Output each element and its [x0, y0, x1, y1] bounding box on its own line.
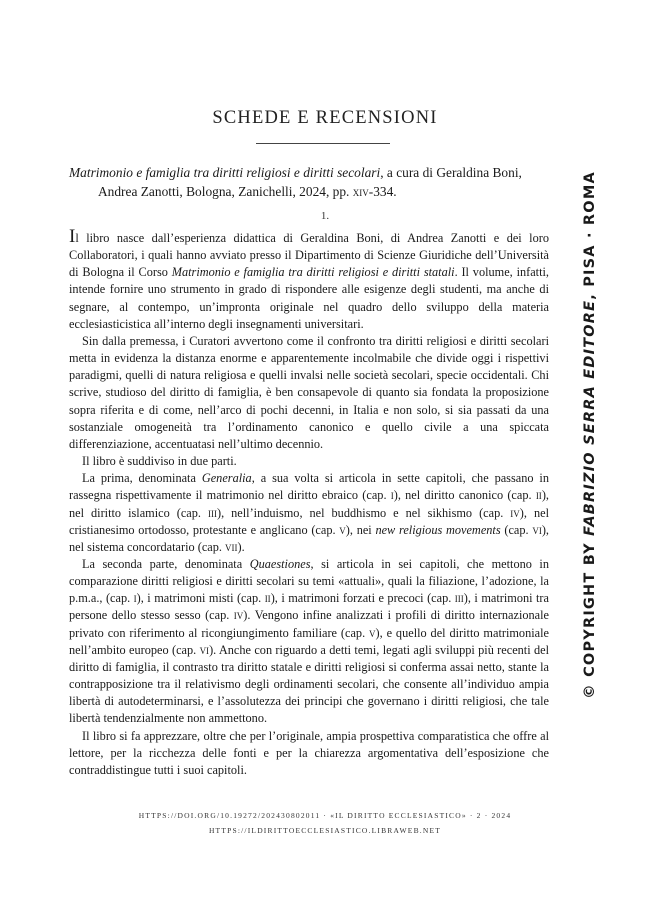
- book-publication: Andrea Zanotti, Bologna, Zanichelli, 2024, pp.: [98, 184, 353, 199]
- roman-numeral: iii: [454, 591, 464, 606]
- italic-text: new religious movements: [375, 522, 501, 537]
- text-run: ), i matrimoni forzati e precoci (cap.: [270, 591, 455, 606]
- book-pages-roman: xiv: [352, 184, 369, 199]
- text-run: , si articola in sei capitoli, che mettono in comparazione diritti religiosi e diritti secolari su temi «attuali», quali la filiazione, l’adozione, la p.m.a., (cap.: [69, 556, 549, 606]
- text-run: Il libro è suddiviso in due parti.: [82, 454, 237, 469]
- text-run: ), nell’induismo, nel buddhismo e nel sikhismo (cap.: [216, 505, 511, 520]
- paragraph: [69, 556, 549, 728]
- paragraph: [69, 470, 549, 556]
- text-run: . Il volume, infatti, intende fornire uno strumento in grado di rispondere alle esigenze degli studenti, ma anche di segnare, al contempo, un’impronta originale nel quadro dello sviluppo della materia ecclesiasticistica all’interno degli insegnamenti universitari.: [69, 265, 550, 331]
- roman-numeral: i: [390, 488, 394, 503]
- text-run: (cap.: [500, 522, 533, 537]
- text-run: ). Anche con riguardo a detti temi, legati agli sviluppi più recenti del diritto di famiglia, il contrasto tra diritto statale e diritti religiosi si conferma assai netto, stante la contrapposizione tra il relativismo degli ordinamenti secolari, che consente all’individuo ampia libertà di autodeterminarsi, e l’assolutezza dei principi che governano i diritti religiosi, che tale libertà tendenzialmente non ammettono.: [69, 642, 549, 726]
- copyright-suffix: , PISA · ROMA: [582, 171, 598, 300]
- text-run: ), nel diritto canonico (cap.: [393, 488, 536, 503]
- text-run: ). Vengono infine analizzati i profili di diritto internazionale privato con riferimento al ricongiungimento familiare (cap.: [69, 608, 549, 640]
- italic-text: Generalia: [201, 471, 252, 486]
- text-run: , a sua volta si articola in sette capitoli, che passano in rassegna rispettivamente il matrimonio nel diritto ebraico (cap.: [69, 471, 549, 503]
- footer-doi[interactable]: HTTPS://DOI.ORG/10.19272/202430802011 · «IL DIRITTO ECCLESIASTICO» · 2 · 2024: [138, 811, 512, 820]
- text-run: ), nei: [345, 522, 376, 537]
- roman-numeral: iii: [207, 505, 217, 520]
- roman-numeral: vi: [532, 522, 542, 537]
- book-citation: [69, 163, 569, 201]
- text-run: La prima, denominata: [82, 471, 202, 486]
- text-run: ), nel sistema concordatario (cap.: [69, 522, 549, 554]
- paragraph: [69, 728, 549, 779]
- book-title: Matrimonio e famiglia tra diritti religiosi e diritti secolari: [69, 165, 381, 180]
- text-run: ), i matrimoni misti (cap.: [136, 591, 265, 606]
- copyright-publisher: FABRIZIO SERRA EDITORE: [582, 299, 598, 536]
- text-run: ), nel diritto islamico (cap.: [69, 488, 549, 520]
- italic-text: Quaestiones: [249, 556, 311, 571]
- copyright-sidebar: [570, 171, 610, 699]
- copyright-prefix: © COPYRIGHT BY: [582, 535, 598, 699]
- roman-numeral: v: [369, 625, 376, 640]
- text-run: l libro nasce dall’esperienza didattica di Geraldina Boni, di Andrea Zanotti e dei loro Collaboratori, i quali hanno avviato presso il Dipartimento di Scienze Giuridiche dell’Università di Bologna il Corso: [69, 231, 549, 280]
- citation-line-1: [69, 163, 569, 182]
- text-run: La seconda parte, denominata: [82, 556, 250, 571]
- roman-numeral: vii: [225, 539, 238, 554]
- paragraph: [69, 226, 550, 333]
- text-run: ), e quello del diritto matrimoniale nell’ambito europeo (cap.: [69, 625, 549, 657]
- text-run: Sin dalla premessa, i Curatori avvertono come il confronto tra diritti religiosi e diritti secolari metta in evidenza la distanza enorme e apparentemente incolmabile che divide oggi i rispettivi paradigmi, quelli di natura religiosa e quelli invalsi nelle società secolari, specie occidentali. Chi scrive, studioso del diritto di famiglia, è ben consapevole di quanto sia fondata la proposizione sopra riferita e di come, nell’arco di pochi decenni, in Italia e non solo, si sia passati da una sostanziale omogeneità tra l’ordinamento canonico e quello civile a una spiccata differenziazione, accentuatasi nell’ultimo decennio.: [69, 333, 549, 451]
- roman-numeral: iv: [233, 608, 244, 623]
- text-run: Il libro si fa apprezzare, oltre che per l’originale, ampia prospettiva comparatistica che offre al lettore, per la ricchezza delle fonti e per la chiarezza argomentativa dell’esposizione che contraddistingue tutti i suoi capitoli.: [69, 728, 549, 777]
- review-body: [69, 226, 550, 779]
- paragraph: [69, 453, 549, 470]
- roman-numeral: i: [133, 591, 137, 606]
- section-number: 1.: [320, 210, 330, 222]
- drop-cap: I: [69, 226, 76, 247]
- text-run: ), nel cristianesimo ortodosso, protestante e anglicano (cap.: [69, 505, 549, 537]
- roman-numeral: iv: [510, 505, 520, 520]
- citation-line-2: [69, 182, 569, 201]
- book-pages: -334.: [368, 184, 397, 199]
- roman-numeral: v: [339, 522, 346, 537]
- title-rule: [256, 143, 390, 144]
- footer-website[interactable]: HTTPS://ILDIRITTOECCLESIASTICO.LIBRAWEB.NET: [208, 826, 442, 835]
- text-run: ).: [237, 539, 245, 554]
- roman-numeral: ii: [535, 488, 542, 503]
- book-editors: , a cura di Geraldina Boni,: [380, 165, 522, 180]
- roman-numeral: ii: [264, 591, 271, 606]
- text-run: ), i matrimoni tra persone dello stesso sesso (cap.: [69, 591, 549, 623]
- copyright-text: [582, 171, 598, 699]
- paragraph: [69, 333, 549, 453]
- italic-text: Matrimonio e famiglia tra diritti religiosi e diritti statali: [171, 265, 455, 280]
- section-title: SCHEDE E RECENSIONI: [212, 108, 438, 128]
- roman-numeral: vi: [199, 642, 210, 657]
